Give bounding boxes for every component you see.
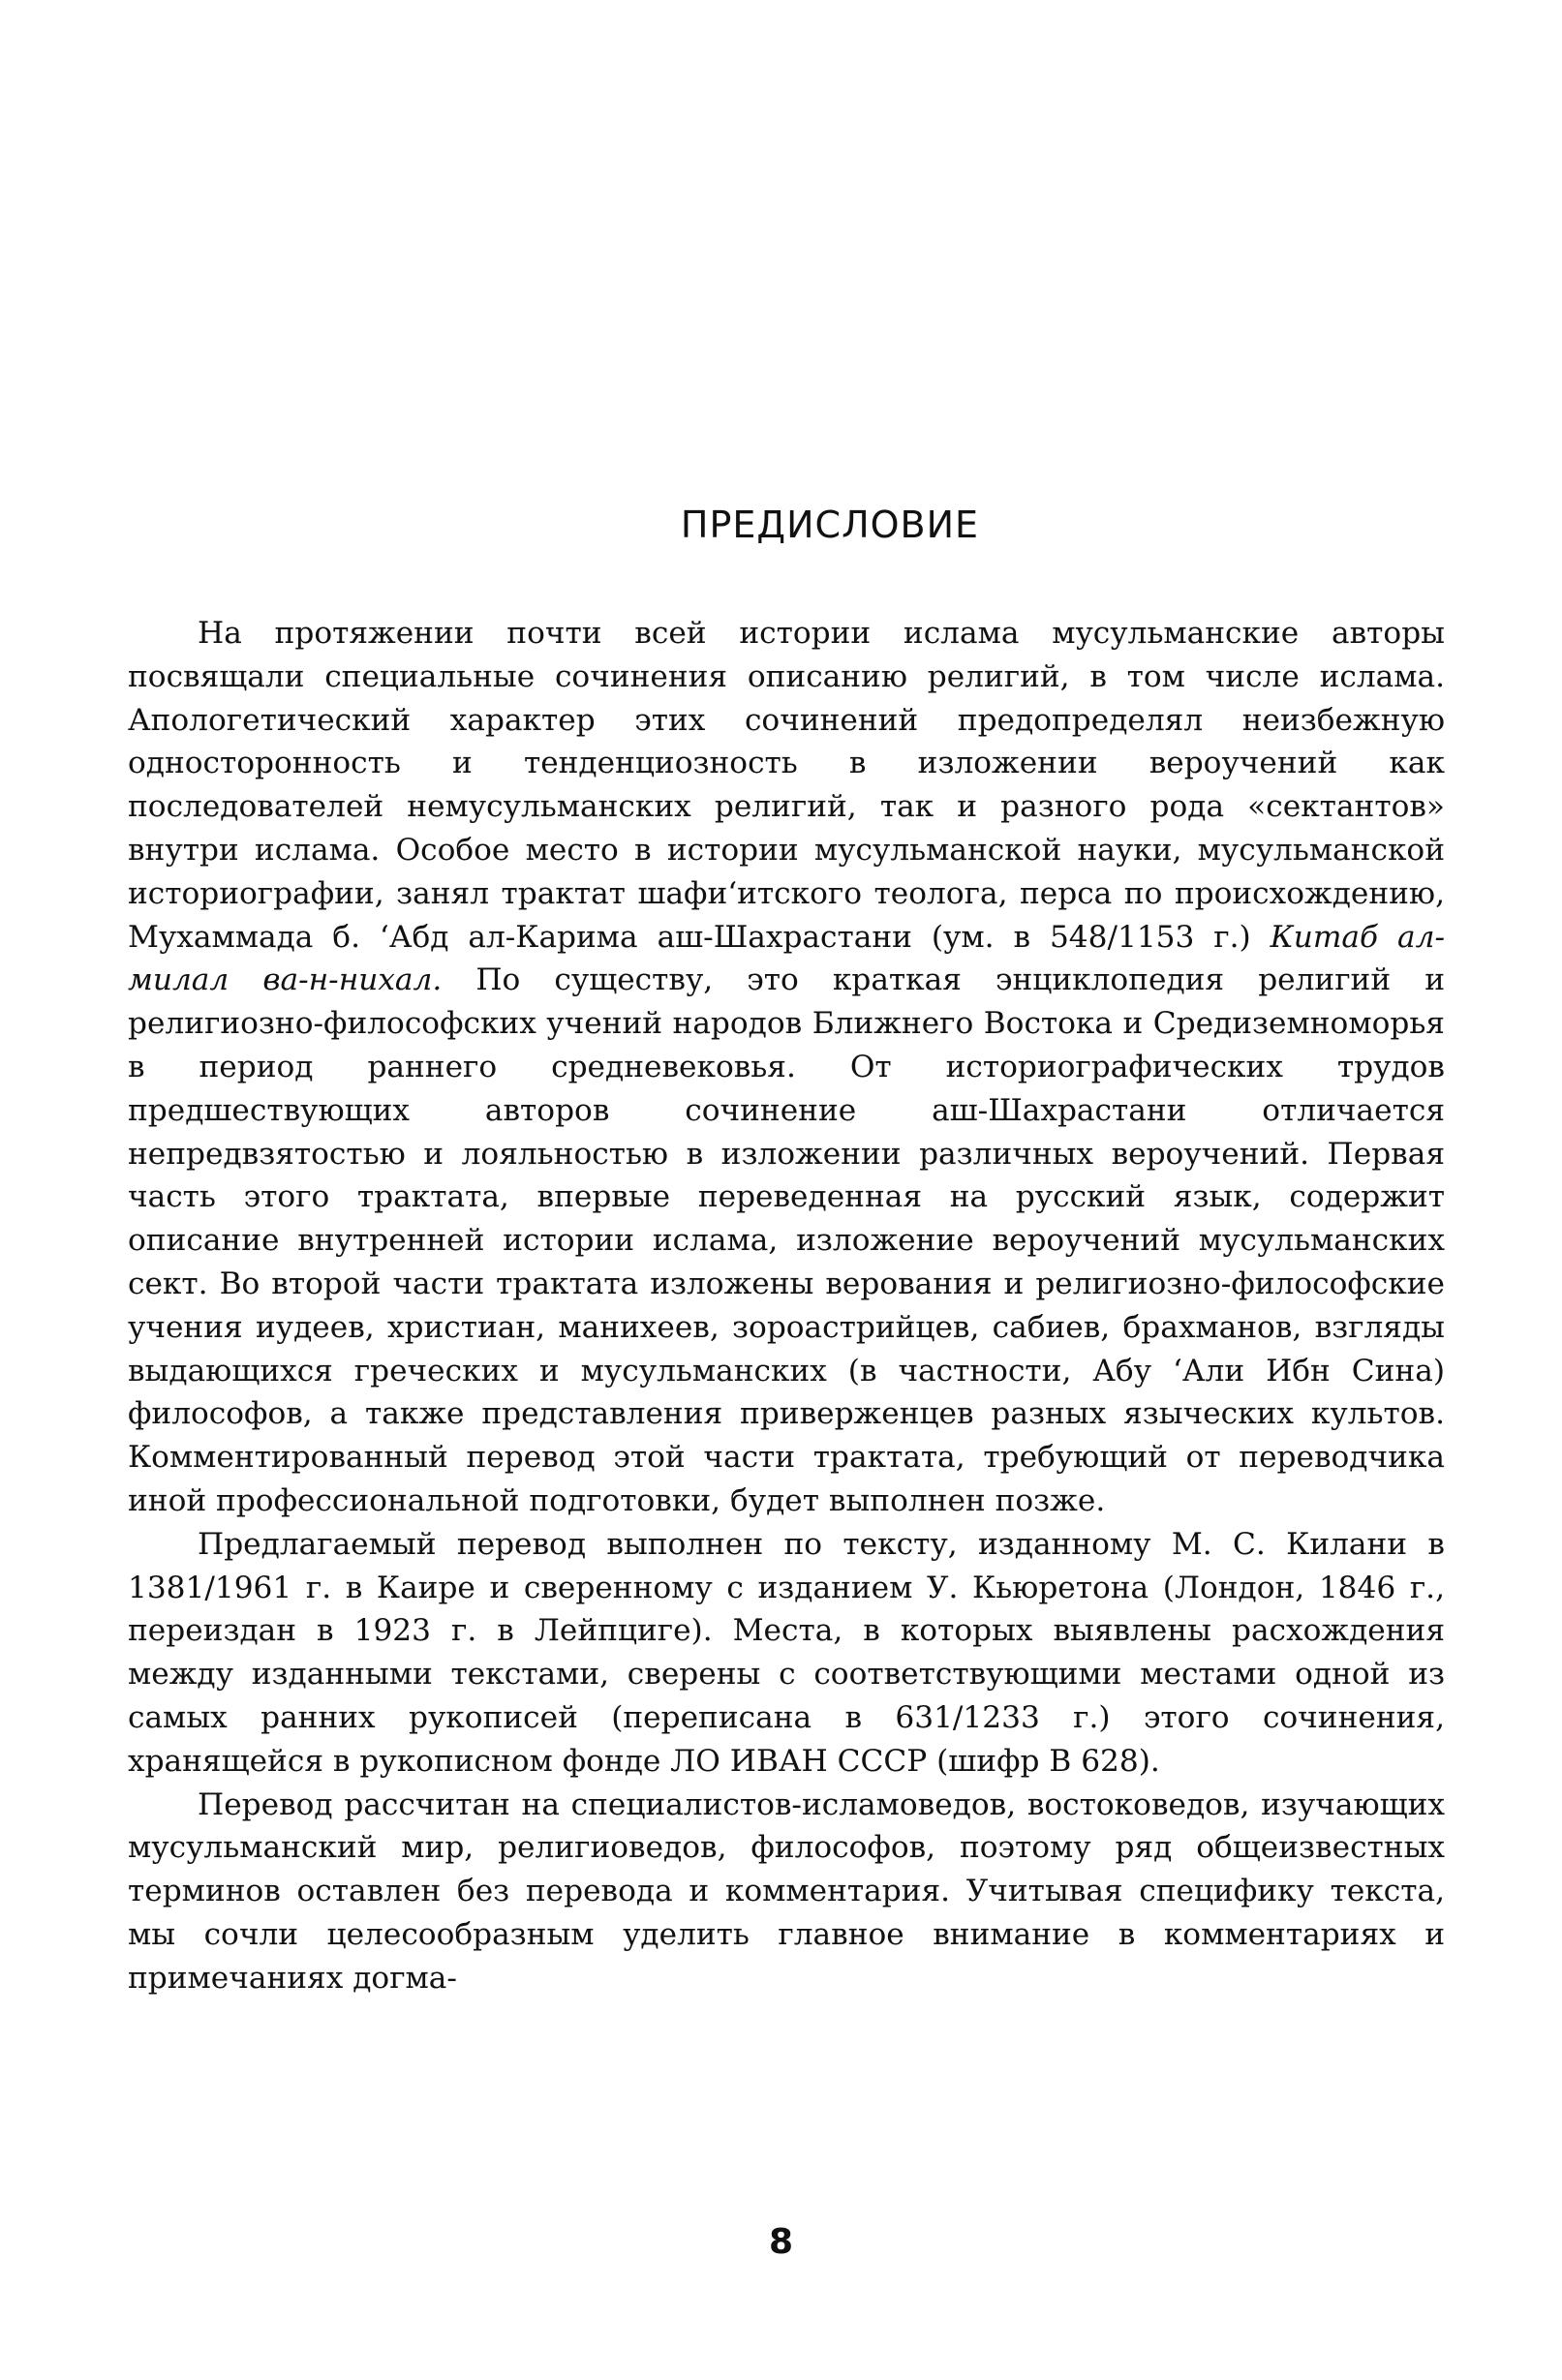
page-number: 8	[768, 2222, 794, 2262]
paragraph-2: Предлагаемый перевод выполнен по тексту, изданному М. С. Килани в 1381/1961 г. в Каире и сверенному с изданием У. Кьюретона (Лондон, 1846 г., переиздан в 1923 г. в Лейпциге). Места, в которых выявлены расхождения между изданными текстами, сверены с соответствующими местами одной из самых ранних рукописей (переписана в 631/1233 г.) этого сочинения, хранящейся в рукописном фонде ЛО ИВАН СССР (шифр В 628).	[128, 1526, 1445, 1779]
paragraph-1-text-before: На протяжении почти всей истории ислама мусульманские авторы посвящали специальные сочинения описанию религий, в том числе ислама. Апологетический характер этих сочинений предопределял неизбежную односторонность и тенденциозность в изложении вероучений как последователей немусульманских религий, так и разного рода «сектантов» внутри ислама. Особое место в истории мусульманской науки, мусульманской историографии, занял трактат шафи‘итского теолога, перса по происхождению, Мухаммада б. ‘Абд ал-Карима аш-Шахрастани (ум. в 548/1153 г.)	[128, 616, 1445, 955]
paragraph-1	[128, 612, 1445, 1523]
chapter-heading: ПРЕДИСЛОВИЕ	[680, 503, 980, 546]
page-content	[128, 503, 1445, 2000]
paragraph-1-text-after: По существу, это краткая энциклопедия религий и религиозно-философских учений народов Ближнего Востока и Средиземноморья в период раннего средневековья. От историографических трудов предшествующих авторов сочинение аш-Шахрастани отличается непредвзятостью и лояльностью в изложении различных вероучений. Первая часть этого трактата, впервые переведенная на русский язык, содержит описание внутренней истории ислама, изложение вероучений мусульманских сект. Во второй части трактата изложены верования и религиозно-философские учения иудеев, христиан, манихеев, зороастрийцев, сабиев, брахманов, взгляды выдающихся греческих и мусульманских (в частности, Абу ‘Али Ибн Сина) философов, а также представления приверженцев разных языческих культов. Комментированный перевод этой части трактата, требующий от переводчика иной профессиональной подготовки, будет выполнен позже.	[128, 962, 1445, 1518]
book-title: Китаб ал-милал ва-н-нихал.	[128, 919, 1445, 998]
paragraph-3: Перевод рассчитан на специалистов-исламоведов, востоковедов, изучающих мусульманский мир, религиоведов, философов, поэтому ряд общеизвестных терминов оставлен без перевода и комментария. Учитывая специфику текста, мы сочли целесообразным уделить главное внимание в комментариях и примечаниях догма-	[128, 1786, 1445, 1996]
